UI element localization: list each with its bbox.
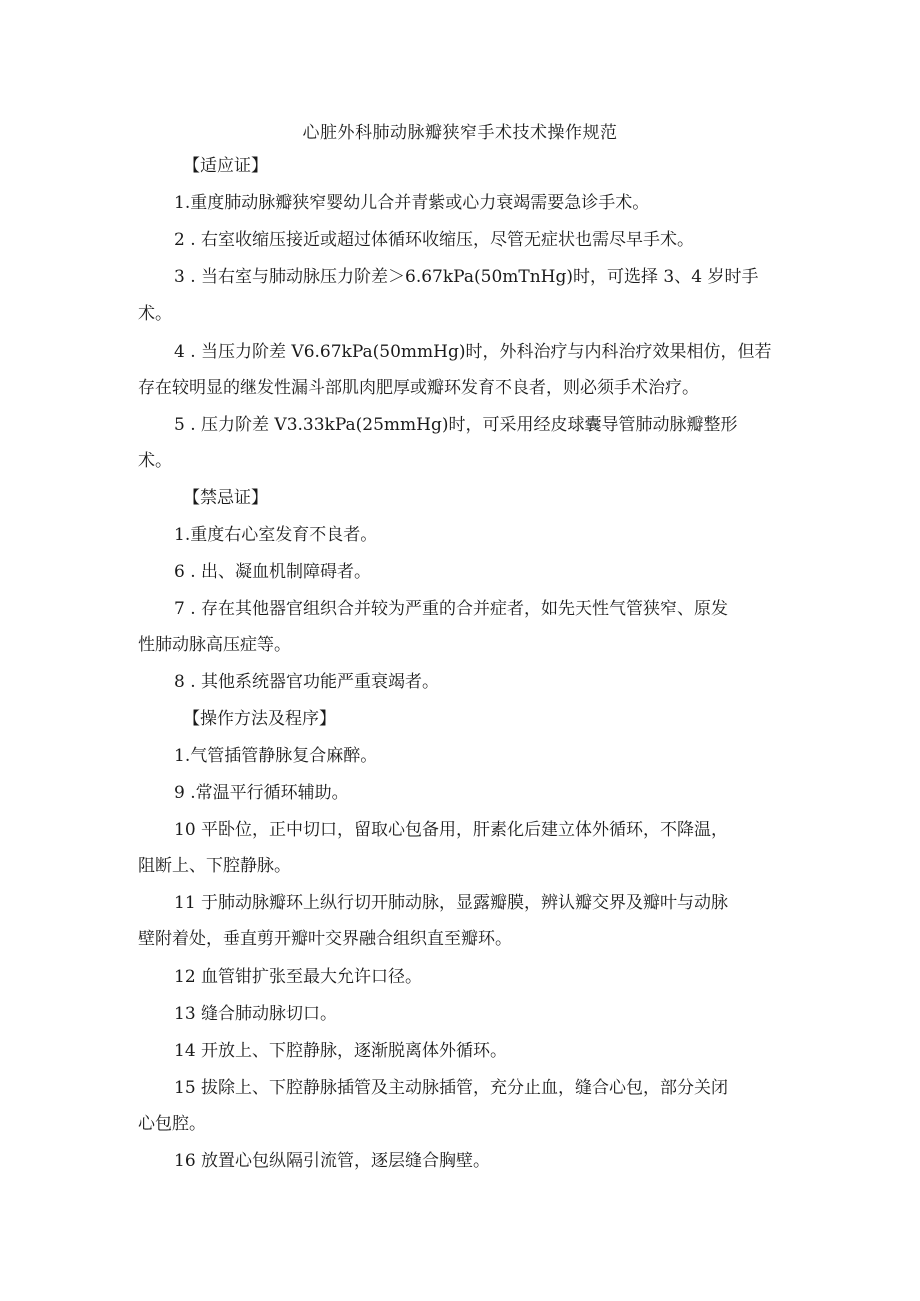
procedure-item-1: 1.气管插管静脉复合麻醉。 (174, 746, 378, 766)
contraindication-item-4: 8 . 其他系统器官功能严重衰竭者。 (174, 672, 440, 692)
procedure-item-6: 13 缝合肺动脉切口。 (174, 1004, 338, 1024)
indication-item-3: 3 . 当右室与肺动脉压力阶差＞6.67kPa(50mTnHg)时，可选择 3、4 岁时手 (174, 267, 759, 287)
section-heading-indications: 【适应证】 (183, 156, 268, 176)
procedure-item-3-cont: 阻断上、下腔静脉。 (138, 856, 291, 876)
procedure-item-3: 10 平卧位，正中切口，留取心包备用，肝素化后建立体外循环，不降温， (174, 820, 729, 840)
procedure-item-9: 16 放置心包纵隔引流管，逐层缝合胸壁。 (174, 1151, 491, 1171)
procedure-item-4-cont: 壁附着处，垂直剪开瓣叶交界融合组织直至瓣环。 (138, 929, 512, 949)
section-heading-procedure: 【操作方法及程序】 (183, 709, 336, 729)
indication-item-5: 5 . 压力阶差 V3.33kPa(25mmHg)时，可采用经皮球囊导管肺动脉瓣整形 (174, 415, 738, 435)
section-heading-contraindications: 【禁忌证】 (183, 488, 268, 508)
indication-item-3-cont: 术。 (138, 304, 172, 324)
indication-item-5-cont: 术。 (138, 451, 172, 471)
procedure-item-8: 15 拔除上、下腔静脉插管及主动脉插管，充分止血，缝合心包，部分关闭 (174, 1078, 729, 1098)
indication-item-2: 2 . 右室收缩压接近或超过体循环收缩压，尽管无症状也需尽早手术。 (174, 230, 695, 250)
procedure-item-4: 11 于肺动脉瓣环上纵行切开肺动脉，显露瓣膜，辨认瓣交界及瓣叶与动脉 (174, 893, 729, 913)
procedure-item-5: 12 血管钳扩张至最大允许口径。 (174, 967, 423, 987)
procedure-item-8-cont: 心包腔。 (138, 1114, 206, 1134)
document-title: 心脏外科肺动脉瓣狭窄手术技术操作规范 (302, 123, 618, 143)
indication-item-1: 1.重度肺动脉瓣狭窄婴幼儿合并青紫或心力衰竭需要急诊手术。 (174, 193, 650, 213)
indication-item-4: 4 . 当压力阶差 V6.67kPa(50mmHg)时，外科治疗与内科治疗效果相仿，但若 (174, 342, 772, 362)
procedure-item-2: 9 .常温平行循环辅助。 (174, 783, 349, 803)
contraindication-item-3-cont: 性肺动脉高压症等。 (138, 635, 291, 655)
contraindication-item-3: 7 . 存在其他器官组织合并较为严重的合并症者，如先天性气管狭窄、原发 (174, 599, 729, 619)
procedure-item-7: 14 开放上、下腔静脉，逐渐脱离体外循环。 (174, 1041, 508, 1061)
indication-item-4-cont: 存在较明显的继发性漏斗部肌肉肥厚或瓣环发育不良者，则必须手术治疗。 (138, 378, 699, 398)
contraindication-item-1: 1.重度右心室发育不良者。 (174, 525, 378, 545)
contraindication-item-2: 6 . 出、凝血机制障碍者。 (174, 562, 372, 582)
